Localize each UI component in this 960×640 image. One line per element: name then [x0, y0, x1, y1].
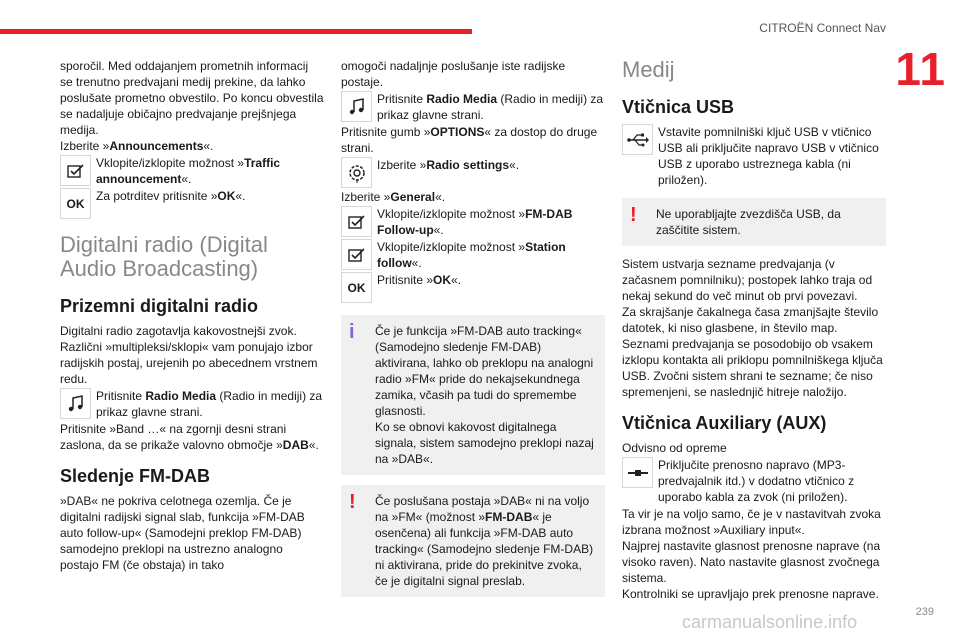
warning-note: [341, 485, 605, 597]
paragraph: Ta vir je na voljo samo, če je v nastavitvah zvoka izbrana možnost »Auxiliary input«.: [622, 507, 881, 537]
note-text: Če je funkcija »FM-DAB auto tracking« (Samodejno sledenje FM-DAB) aktivirana, lahko ob preklopu na analogni radio »FM« pride do nekajsekundnega zamika, včasih pa tudi do spremembe glasnosti.: [375, 324, 594, 418]
instruction-row: [60, 188, 324, 219]
instruction-text: Priključite prenosno napravo (MP3-predvajalnik itd.) v dodatno vtičnico z uporabo kabla za zvok (ni priložen).: [658, 458, 855, 504]
checkbox-icon: [60, 155, 91, 186]
header-title: CITROËN Connect Nav: [759, 21, 886, 35]
instruction-row: [341, 239, 605, 271]
subsection-heading-aux: Vtičnica Auxiliary (AUX): [622, 413, 827, 433]
header-red-bar: [0, 29, 472, 34]
section-heading-medij: Medij: [622, 57, 675, 82]
instruction-text: Pritisnite Radio Media (Radio in mediji) za prikaz glavne strani.: [377, 92, 604, 122]
paragraph: Za skrajšanje čakalnega časa zmanjšajte število datotek, ki niso glasbene, in število map.: [622, 305, 879, 335]
checkbox-icon: [341, 239, 372, 270]
subsection-heading-follow: Sledenje FM-DAB: [60, 466, 211, 486]
instruction-row: [341, 91, 605, 123]
usb-icon: [622, 124, 653, 155]
paragraph: Pritisnite »Band …« na zgornji desni strani zaslona, da se prikaže valovno območje »DAB«.: [60, 422, 319, 452]
instruction-text: Pritisnite Radio Media (Radio in mediji) za prikaz glavne strani.: [96, 389, 323, 419]
instruction-row: [341, 157, 605, 188]
instruction-row: [341, 272, 605, 303]
paragraph: Kontrolniki se upravljajo prek prenosne naprave.: [622, 587, 879, 601]
note-text: Ne uporabljajte zvezdišča USB, da zaščitite sistem.: [656, 207, 841, 237]
instruction-text: Vklopite/izklopite možnost »FM-DAB Follow-up«.: [377, 207, 573, 237]
column-1: [60, 58, 324, 573]
subsection-heading-usb: Vtičnica USB: [622, 97, 735, 117]
ok-button-icon: OK: [60, 188, 91, 219]
instruction-text: Izberite »Radio settings«.: [377, 158, 520, 172]
column-2: [341, 58, 605, 597]
music-note-icon: [341, 91, 372, 122]
instruction-text: Vstavite pomnilniški ključ USB v vtičnico USB ali priključite napravo USB v vtičnico USB z uporabo ustreznega kabla (ni priložen).: [658, 125, 879, 187]
paragraph: omogoči nadaljnje poslušanje iste radijske postaje.: [341, 59, 566, 89]
warning-note: [622, 198, 886, 246]
instruction-row: [60, 388, 324, 420]
paragraph: sporočil. Med oddajanjem prometnih informacij se trenutno predvajani medij prekine, da lahko poslušate prometno obvestilo. Po koncu obvestila se nadaljuje običajno predvajanje prejšnjega medija.: [60, 59, 324, 137]
instruction-row: [60, 155, 324, 187]
paragraph: Odvisno od opreme: [622, 441, 727, 455]
radio-settings-icon: [341, 157, 372, 188]
instruction-row: [622, 457, 886, 505]
info-note: [341, 315, 605, 475]
paragraph: Izberite »Announcements«.: [60, 139, 214, 153]
paragraph: Seznami predvajanja se posodobijo ob vsakem izklopu kontakta ali priklopu pomnilniškega ključa USB. Zvočni sistem shrani te sezname; če niso spremenjeni, se naslednjič hitreje naložijo.: [622, 337, 883, 399]
note-text: Če poslušana postaja »DAB« ni na voljo na »FM« (možnost »FM-DAB« je osenčena) ali funkcija »FM-DAB auto tracking« (Samodejno sledenje FM-DAB) ni aktivirana, pride do prekinitve zvoka, če je digitalni signal preslab.: [375, 494, 594, 588]
page-number: 239: [915, 606, 934, 618]
instruction-text: Vklopite/izklopite možnost »Traffic announcement«.: [96, 156, 281, 186]
music-note-icon: [60, 388, 91, 419]
instruction-row: [341, 206, 605, 238]
instruction-text: Pritisnite »OK«.: [377, 273, 462, 287]
checkbox-icon: [341, 206, 372, 237]
paragraph: Digitalni radio zagotavlja kakovostnejši zvok. Različni »multipleksi/sklopi« vam ponujajo izbor radijskih postaj, urejenih po abecednem vrstnem redu.: [60, 324, 318, 386]
paragraph: Najprej nastavite glasnost prenosne naprave (na visoko raven). Nato nastavite glasnost zvočnega sistema.: [622, 539, 881, 585]
instruction-row: [622, 124, 886, 188]
aux-jack-icon: [622, 457, 653, 488]
subsection-heading-terrestrial: Prizemni digitalni radio: [60, 296, 259, 316]
paragraph: Pritisnite gumb »OPTIONS« za dostop do druge strani.: [341, 125, 598, 155]
paragraph: »DAB« ne pokriva celotnega ozemlja. Če je digitalni radijski signal slab, funkcija »FM-DAB auto follow-up« (Samodejni preklop FM-DAB) samodejno preklopi na ustrezno analogno postajo FM (če obstaja) in tako: [60, 494, 305, 572]
instruction-text: Vklopite/izklopite možnost »Station follow«.: [377, 240, 566, 270]
section-heading-dab: Digitalni radio (Digital Audio Broadcasting): [60, 232, 268, 281]
paragraph: Izberite »General«.: [341, 190, 446, 204]
column-3: [622, 58, 886, 602]
ok-button-icon: OK: [341, 272, 372, 303]
note-text: Ko se obnovi kakovost digitalnega signala, sistem samodejno preklopi nazaj na »DAB«.: [375, 420, 594, 466]
info-icon: i: [349, 321, 355, 343]
instruction-text: Za potrditev pritisnite »OK«.: [96, 189, 246, 203]
warning-icon: !: [630, 204, 637, 226]
warning-icon: !: [349, 491, 356, 513]
paragraph: Sistem ustvarja sezname predvajanja (v začasnem pomnilniku); postopek lahko traja od nekaj sekund do več minut ob prvi povezavi.: [622, 257, 873, 303]
chapter-number: 11: [895, 43, 946, 95]
watermark: carmanualsonline.info: [682, 612, 858, 632]
